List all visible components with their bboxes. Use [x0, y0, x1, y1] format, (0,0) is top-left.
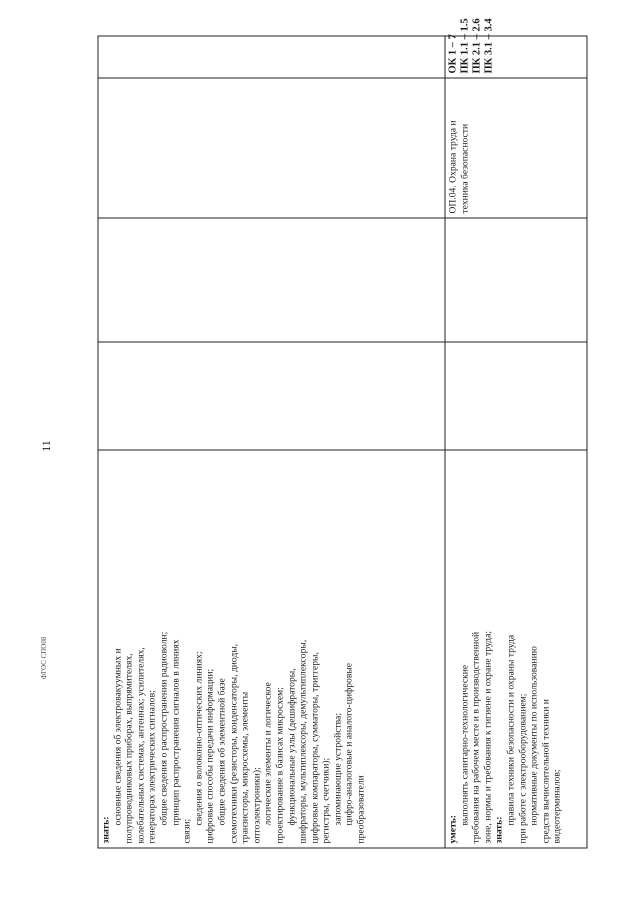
- text-line: правила техники безопасности и охраны труда: [504, 634, 516, 825]
- requirements-cell: [445, 450, 587, 848]
- text-line: шифраторы, мультиплексоры, демультиплексоры,: [297, 639, 309, 843]
- hours-cell: [445, 218, 587, 342]
- text-line: цифро-аналоговые и аналого-цифровые: [343, 662, 355, 825]
- text-line: техника безопасности: [458, 123, 470, 213]
- curriculum-table-rotated: [97, 17, 578, 848]
- competence-codes: [447, 17, 495, 73]
- text-line: основные сведения об электровакуумных и: [111, 647, 123, 825]
- text-line: общие сведения об элементной базе: [215, 677, 227, 825]
- text-line: принцип распространения сигналов в линиях: [169, 638, 181, 825]
- curriculum-table-wrapper: [97, 17, 578, 848]
- knowledge-list: [505, 454, 563, 843]
- text-line: колебательных системах, антеннах; усилителях,: [134, 646, 146, 843]
- knowledge-header: знать:: [493, 816, 505, 843]
- text-line: средств вычислительной техники и: [539, 698, 551, 843]
- competence-cell: [98, 36, 445, 78]
- knowledge-header: знать:: [100, 816, 111, 843]
- text-line: ПК 3.1 – 3.4: [483, 17, 494, 73]
- text-line: регистры, счетчики);: [320, 757, 332, 843]
- text-line: преобразователи: [355, 774, 367, 843]
- hours-cell: [98, 342, 445, 450]
- text-line: сведения о волоконно-оптических линиях;: [192, 650, 204, 825]
- hours-cell: [445, 342, 587, 450]
- page-number: 11: [39, 440, 53, 452]
- text-line: генераторах электрических сигналов;: [146, 689, 158, 843]
- knowledge-list: [112, 454, 367, 843]
- text-line: ОК 1 – 7: [447, 33, 458, 73]
- text-line: выполнять санитарно-технологические: [458, 664, 470, 825]
- text-line: нормативные документы по использованию: [528, 645, 540, 825]
- text-line: цифровые компараторы, сумматоры, триггеры,: [308, 651, 320, 843]
- text-line: транзисторы, микросхемы, элементы: [239, 691, 251, 843]
- text-line: ПК 2.1 – 2.6: [471, 17, 482, 73]
- text-line: ОП.04. Охрана труда и: [447, 119, 458, 213]
- text-line: проектирование в базисах микросхем;: [273, 686, 285, 843]
- text-line: общие сведения о распространении радиоволн;: [157, 631, 169, 825]
- curriculum-table: [97, 17, 587, 848]
- text-line: связи;: [181, 818, 193, 843]
- text-line: при работе с электрооборудованием;: [516, 693, 528, 843]
- skills-header: уметь:: [447, 814, 458, 843]
- text-line: логические элементы и логическое: [262, 681, 274, 825]
- text-line: зоне, нормы и требования к гигиене и охране труда;: [481, 630, 493, 843]
- hours-cell: [98, 218, 445, 342]
- text-line: функциональные узлы (дешифраторы,: [285, 667, 297, 825]
- text-line: полупроводниковых приборах, выпрямителях,: [123, 652, 135, 843]
- text-line: цифровые способы передачи информации;: [204, 668, 216, 843]
- competence-cell: [445, 17, 587, 78]
- requirements-cell: [98, 450, 445, 848]
- text-line: требования на рабочем месте и в производственной: [470, 631, 482, 843]
- text-line: оптоэлектроники);: [250, 766, 262, 843]
- text-line: запоминающие устройства;: [331, 712, 343, 825]
- table-row: [98, 36, 445, 848]
- discipline-name: [447, 82, 470, 213]
- table-row: [445, 36, 587, 848]
- discipline-cell: [445, 78, 587, 218]
- footer-stamp: ФГОС СПО08: [40, 636, 48, 680]
- text-line: ПК 1.1 – 1.5: [459, 17, 470, 73]
- discipline-cell: [98, 78, 445, 218]
- skills-list: [459, 454, 494, 843]
- text-line: схемотехники (резисторы, конденсаторы, диоды,: [227, 643, 239, 843]
- text-line: видеотерминалов;: [551, 768, 563, 843]
